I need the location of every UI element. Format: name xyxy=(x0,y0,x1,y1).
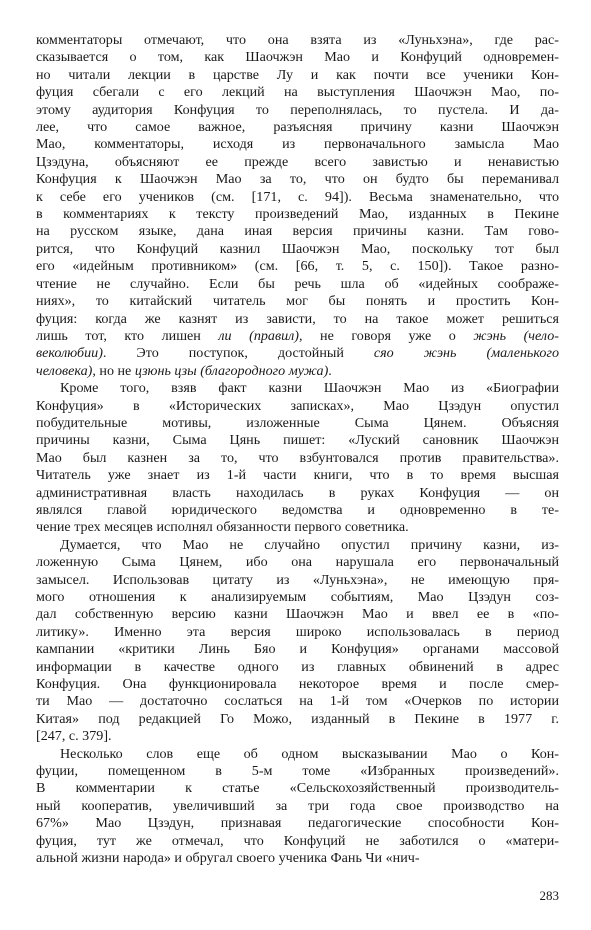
text-line: сказывается о том, как Шаочжэн Мао и Конфуций одновремен- xyxy=(36,49,559,66)
page-text xyxy=(36,32,559,868)
text-line: замысел. Использовав цитату из «Луньхэна», не имеющую пря- xyxy=(36,571,559,588)
text-line: Мао был казнен за то, что взбунтовался против правительства». xyxy=(36,449,559,466)
paragraph xyxy=(36,746,559,868)
paragraph xyxy=(36,380,559,537)
text-line: дал собственную версию казни Шаочжэн Мао и ввел ее в «по- xyxy=(36,606,559,623)
body-text xyxy=(36,32,559,868)
text-line: на русском языке, дана иная версия причины казни. Там гово- xyxy=(36,223,559,240)
text-line: Китая» под редакцией Го Можо, изданный в Пекине в 1977 г. xyxy=(36,710,559,727)
text-line: причины казни, Сыма Цянь пишет: «Луский сановник Шаочжэн xyxy=(36,432,559,449)
text-line: [247, с. 379]. xyxy=(36,728,112,745)
text-line: административная власть находилась в руках Конфуция — он xyxy=(36,484,559,501)
paragraph xyxy=(36,32,559,380)
text-line: кампании «критики Линь Бяо и Конфуция» органами массовой xyxy=(36,641,559,658)
text-line: чение трех месяцев исполнял обязанности первого советника. xyxy=(36,519,409,536)
text-line: 67%» Мао Цзэдун, признавая педагогические способности Кон- xyxy=(36,815,559,832)
text-line: в комментариях к тексту произведений Мао, изданных в Пекине xyxy=(36,206,559,223)
text-line: лее, что самое важное, разъясняя причину казни Шаочжэн xyxy=(36,119,559,136)
text-line: Несколько слов еще об одном высказывании Мао о Кон- xyxy=(60,745,559,762)
text-line: фуция сбегали с его лекций на выступления Шаочжэн Мао, по- xyxy=(36,84,559,101)
text-line: фуции, помещенном в 5-м томе «Избранных произведений». xyxy=(36,763,559,780)
text-line: Конфуция к Шаочжэн Мао за то, что он будто бы переманивал xyxy=(36,171,559,188)
text-line: Цзэдуна, объясняют ее прежде всего завистью и ненавистью xyxy=(36,153,559,170)
text-line: ный кооператив, увеличивший за три года свое производство на xyxy=(36,797,559,814)
text-line: комментаторы отмечают, что она взята из «Луньхэна», где рас- xyxy=(36,32,559,48)
text-line: литику». Именно эта версия широко использовалась в период xyxy=(36,623,559,640)
text-line: Кроме того, взяв факт казни Шаочжэн Мао из «Биографии xyxy=(60,380,559,397)
text-line: побудительные мотивы, изложенные Сыма Цянем. Объясняя xyxy=(36,414,559,431)
text-line: информации в качестве одного из главных обвинений в адрес xyxy=(36,658,559,675)
text-line: этому аудитория Конфуция то переполнялась, то пустела. И да- xyxy=(36,101,559,118)
text-line: мого отношения к анализируемым событиям, Мао Цзэдун соз- xyxy=(36,589,559,605)
text-line: лишь тот, кто лишен ли (правил), не говоря уже о жэнь (чело- xyxy=(36,327,559,344)
text-line: ниях», то китайский читатель мог бы понять и простить Кон- xyxy=(36,293,559,310)
text-line: Конфуция» в «Исторических записках», Мао Цзэдун опустил xyxy=(36,397,559,414)
paragraph xyxy=(36,537,559,746)
text-line: фуция, тут же отмечал, что Конфуций не заботился о «матери- xyxy=(36,832,559,849)
text-line: В комментарии к статье «Сельскохозяйственный производитель- xyxy=(36,780,559,797)
text-line: Конфуция. Она функционировала некоторое время и после смер- xyxy=(36,676,559,693)
text-line: к себе его учеников (см. [171, с. 94]). Весьма знаменательно, что xyxy=(36,188,559,205)
text-line: его «идейным противником» (см. [66, т. 5, с. 150]). Такое разно- xyxy=(36,258,559,275)
text-line: являлся главой юридического ведомства и одновременно в те- xyxy=(36,501,559,518)
text-line: Думается, что Мао не случайно опустил причину казни, из- xyxy=(60,536,559,553)
text-line: ти Мао — достаточно сослаться на 1-й том «Очерков по истории xyxy=(36,693,559,710)
text-line: альной жизни народа» и обругал своего ученика Фань Чи «нич- xyxy=(36,850,420,867)
text-line: человека), но не цзюнь цзы (благородного мужа). xyxy=(36,362,332,379)
page-number: 283 xyxy=(539,888,559,903)
text-line: веколюбии). Это поступок, достойный сяо жэнь (маленького xyxy=(36,345,559,362)
text-line: рится, что Конфуций казнил Шаочжэн Мао, поскольку тот был xyxy=(36,240,559,257)
text-line: Читатель уже знает из 1-й части книги, что в то время высшая xyxy=(36,467,559,484)
text-line: Мао, комментаторы, исходя из первоначального замысла Мао xyxy=(36,136,559,153)
text-line: чтение не случайно. Если бы речь шла об «идейных соображе- xyxy=(36,275,559,292)
text-line: ложенную Сыма Цянем, ибо она нарушала его первоначальный xyxy=(36,554,559,571)
text-line: фуция: когда же казнят из зависти, то на такое может решиться xyxy=(36,310,559,327)
text-line: но читали лекции в царстве Лу и как почти все ученики Кон- xyxy=(36,66,559,83)
